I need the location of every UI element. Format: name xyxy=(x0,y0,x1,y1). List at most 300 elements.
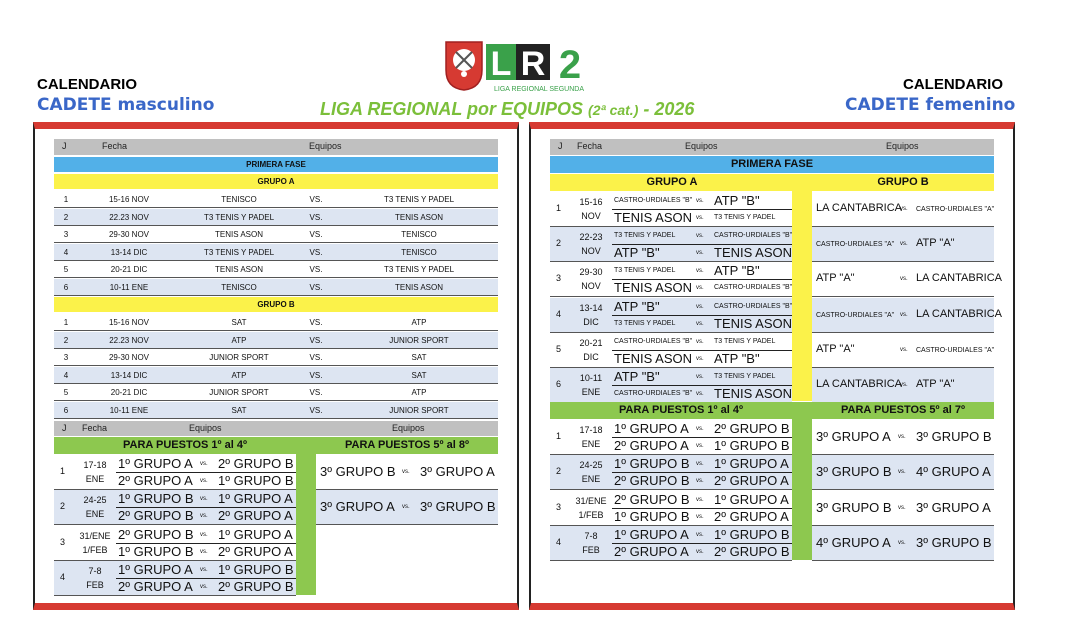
fem-match2-away: CASTRO-URDIALES "B" xyxy=(714,284,793,292)
final-match1-away: 1º GRUPO A xyxy=(714,456,789,472)
final-match2-home: 2º GRUPO A xyxy=(118,473,193,488)
final-match-row xyxy=(54,455,296,490)
masc-final-col-equipos-1: Equipos xyxy=(189,423,222,433)
fem-match-row xyxy=(550,227,792,262)
fem-date-start: 29-30 xyxy=(579,267,603,278)
match-date: 13-14 DIC xyxy=(110,247,148,257)
fem-b-vs: vs. xyxy=(900,311,908,318)
placement-away: 3º GRUPO B xyxy=(916,534,992,550)
match-row xyxy=(54,279,498,296)
final-match1-vs: vs. xyxy=(696,531,704,538)
masc-puestos-5-8: PARA PUESTOS 5º al 8º xyxy=(316,437,498,454)
match-home-team: TENISCO xyxy=(221,283,257,292)
masc-final-column-header xyxy=(54,421,498,436)
placement-vs: vs. xyxy=(898,469,906,476)
fem-jornada: 3 xyxy=(556,273,562,284)
final-match2-vs: vs. xyxy=(200,513,208,520)
masc-final-col-j: J xyxy=(62,423,67,433)
match-vs-label: VS. xyxy=(309,230,323,240)
final-date-start: 17-18 xyxy=(579,425,603,435)
final-match1-vs: vs. xyxy=(696,426,704,432)
match-home-team: ATP xyxy=(231,335,247,345)
title-category: (2ª cat.) xyxy=(588,102,639,118)
match-date: 29-30 NOV xyxy=(108,230,150,240)
match-row xyxy=(54,367,498,384)
masc-final-col-fecha: Fecha xyxy=(82,423,108,433)
final-date-end: ENE xyxy=(581,474,601,485)
fem-b-away: CASTRO-URDIALES "A" xyxy=(916,346,995,354)
fem-match1-away: T3 TENIS Y PADEL xyxy=(714,337,776,345)
match-vs-label: VS. xyxy=(309,318,323,327)
page-title xyxy=(320,99,694,120)
final-match2-vs: vs. xyxy=(696,443,704,449)
final-match2-vs: vs. xyxy=(696,478,704,485)
final-match2-away: 2º GRUPO A xyxy=(218,543,293,559)
final-date-start: 7-8 xyxy=(584,530,598,541)
fem-match2-away: ATP "B" xyxy=(714,350,760,366)
match-vs-label: VS. xyxy=(309,353,323,363)
final-match2-away: 1º GRUPO B xyxy=(218,473,294,488)
fem-grupo-b-row xyxy=(812,333,994,368)
match-jornada: 2 xyxy=(63,335,69,345)
masc-final-col-equipos-2: Equipos xyxy=(392,423,425,433)
fem-match1-away: CASTRO-URDIALES "B" xyxy=(714,302,793,310)
final-match1-home: 1º GRUPO A xyxy=(118,561,193,577)
match-away-team: SAT xyxy=(411,353,427,363)
match-home-team: JUNIOR SPORT xyxy=(209,353,269,363)
match-away-team: JUNIOR SPORT xyxy=(389,335,449,345)
final-match2-home: 2º GRUPO A xyxy=(614,543,689,559)
final-match1-vs: vs. xyxy=(200,461,208,467)
masc-col-j: J xyxy=(62,141,67,151)
match-away-team: T3 TENIS Y PADEL xyxy=(383,265,455,275)
fem-match2-vs: vs. xyxy=(696,391,704,397)
fem-b-home: LA CANTABRICA xyxy=(816,378,902,390)
fem-match2-away: T3 TENIS Y PADEL xyxy=(714,214,776,221)
match-home-team: TENIS ASON xyxy=(214,230,263,240)
placement-vs: vs. xyxy=(898,504,906,511)
placement-away: 4º GRUPO A xyxy=(916,464,991,480)
match-vs-label: VS. xyxy=(309,388,323,398)
match-away-team: T3 TENIS Y PADEL xyxy=(383,195,455,204)
fem-column-header xyxy=(550,139,994,155)
fem-col-fecha: Fecha xyxy=(577,141,603,151)
fem-primera-fase: PRIMERA FASE xyxy=(550,156,994,173)
fem-b-away: CASTRO-URDIALES "A" xyxy=(916,206,995,213)
match-away-team: TENISCO xyxy=(401,247,437,257)
fem-grupo-b-row xyxy=(812,298,1002,333)
fem-date-start: 13-14 xyxy=(579,302,603,313)
final-match2-home: 2º GRUPO B xyxy=(614,473,690,489)
final-date-end: 1/FEB xyxy=(82,544,108,555)
match-date: 10-11 ENE xyxy=(109,283,149,292)
fem-grupo-b-row xyxy=(812,368,994,403)
placement-vs: vs. xyxy=(898,539,906,546)
final-match1-away: 2º GRUPO B xyxy=(218,456,294,471)
fem-match-row xyxy=(550,298,792,333)
final-match2-vs: vs. xyxy=(200,548,208,555)
placement-home: 3º GRUPO B xyxy=(816,464,892,480)
fem-match2-home: TENIS ASON xyxy=(614,280,693,296)
fem-match2-away: TENIS ASON xyxy=(714,386,793,401)
match-row xyxy=(54,226,498,243)
fem-match2-home: CASTRO-URDIALES "B" xyxy=(614,390,693,397)
match-date: 15-16 NOV xyxy=(108,318,150,327)
final-match1-home: 1º GRUPO A xyxy=(614,421,689,436)
final-placement-row xyxy=(812,491,994,526)
match-vs-label: VS. xyxy=(309,265,323,275)
match-date: 22.23 NOV xyxy=(109,212,149,222)
placement-away: 3º GRUPO A xyxy=(420,464,495,479)
final-match2-home: 2º GRUPO A xyxy=(614,438,689,453)
fem-b-away: ATP "A" xyxy=(916,237,955,250)
fem-b-away: LA CANTABRICA xyxy=(916,307,1002,320)
match-row xyxy=(54,384,498,401)
fem-date-end: NOV xyxy=(581,211,601,221)
match-vs-label: VS. xyxy=(309,406,323,415)
final-placement-row xyxy=(316,490,498,525)
fem-jornada: 5 xyxy=(556,343,562,354)
fem-b-vs: vs. xyxy=(900,206,908,212)
final-date-start: 31/ENE xyxy=(79,530,111,541)
fem-match1-home: T3 TENIS Y PADEL xyxy=(614,232,676,240)
final-match2-vs: vs. xyxy=(200,583,208,590)
match-jornada: 2 xyxy=(63,212,69,222)
match-home-team: TENIS ASON xyxy=(214,265,263,275)
fem-match1-vs: vs. xyxy=(696,303,704,310)
final-placement-row xyxy=(316,455,498,490)
fem-match2-away: TENIS ASON xyxy=(714,245,793,261)
masc-grupo-b-header: GRUPO B xyxy=(54,297,498,312)
final-date-end: ENE xyxy=(85,509,105,520)
match-home-team: ATP xyxy=(231,370,247,380)
fem-date-end: NOV xyxy=(581,246,601,257)
match-vs-label: VS. xyxy=(309,335,323,345)
lr2-logo xyxy=(486,42,592,94)
fem-match1-home: ATP "B" xyxy=(614,298,660,314)
fem-b-home: LA CANTABRICA xyxy=(816,202,902,214)
final-jornada: 3 xyxy=(60,536,66,547)
final-match-row xyxy=(550,420,792,455)
match-date: 20-21 DIC xyxy=(110,265,148,275)
match-jornada: 3 xyxy=(63,230,69,240)
fem-match1-home: T3 TENIS Y PADEL xyxy=(614,267,676,275)
placement-vs: vs. xyxy=(402,469,410,475)
final-match1-away: 2º GRUPO B xyxy=(714,421,790,436)
final-match1-away: 1º GRUPO A xyxy=(218,526,293,542)
placement-home: 3º GRUPO B xyxy=(320,464,396,479)
fem-b-away: LA CANTABRICA xyxy=(916,272,1002,285)
final-date-start: 24-25 xyxy=(83,495,107,506)
fem-b-home: ATP "A" xyxy=(816,272,855,285)
final-date-start: 17-18 xyxy=(83,460,107,470)
final-match2-home: 2º GRUPO B xyxy=(118,508,194,524)
final-date-start: 24-25 xyxy=(579,460,603,471)
match-vs-label: VS. xyxy=(309,370,323,380)
final-match2-away: 2º GRUPO B xyxy=(218,578,294,594)
final-jornada: 3 xyxy=(556,501,562,512)
match-row xyxy=(54,209,498,226)
final-placement-row xyxy=(812,420,994,455)
fem-match-row xyxy=(550,262,792,297)
match-date: 15-16 NOV xyxy=(108,195,150,204)
match-date: 10-11 ENE xyxy=(109,406,149,415)
final-match-row xyxy=(550,491,792,526)
final-match2-vs: vs. xyxy=(696,548,704,555)
fem-match-row xyxy=(550,333,792,368)
final-match2-home: 1º GRUPO B xyxy=(118,543,194,559)
fem-grupo-b-row xyxy=(812,192,994,227)
final-match1-vs: vs. xyxy=(200,531,208,538)
fem-match2-home: TENIS ASON xyxy=(614,350,693,366)
final-date-end: ENE xyxy=(581,439,601,449)
final-match2-away: 2º GRUPO B xyxy=(714,543,790,559)
masc-col-fecha: Fecha xyxy=(102,141,128,151)
final-match1-vs: vs. xyxy=(200,566,208,573)
final-match2-away: 2º GRUPO A xyxy=(218,508,293,524)
fem-b-home: CASTRO-URDIALES "A" xyxy=(816,311,895,319)
match-jornada: 6 xyxy=(63,283,69,292)
final-match1-vs: vs. xyxy=(696,461,704,468)
fem-jornada: 6 xyxy=(556,379,562,389)
final-match2-home: 1º GRUPO B xyxy=(614,508,690,524)
fem-jornada: 4 xyxy=(556,308,562,319)
fem-date-end: NOV xyxy=(581,281,601,292)
match-home-team: TENISCO xyxy=(221,195,257,204)
fem-yellow-divider xyxy=(792,174,812,401)
final-jornada: 2 xyxy=(60,501,66,512)
fem-match1-away: CASTRO-URDIALES "B" xyxy=(714,232,793,240)
fem-date-end: DIC xyxy=(583,316,599,327)
final-match2-vs: vs. xyxy=(696,513,704,520)
match-jornada: 1 xyxy=(63,195,69,204)
final-match1-away: 1º GRUPO A xyxy=(714,491,789,507)
final-match-row xyxy=(550,455,792,490)
fem-b-home: CASTRO-URDIALES "A" xyxy=(816,241,895,249)
club-crest-logo xyxy=(444,40,484,92)
match-jornada: 4 xyxy=(63,247,69,257)
logo-letter-l: L xyxy=(490,45,512,83)
fem-match-row xyxy=(550,368,792,403)
placement-vs: vs. xyxy=(898,434,906,440)
match-home-team: JUNIOR SPORT xyxy=(209,388,269,398)
final-jornada: 4 xyxy=(60,571,66,582)
match-date: 22.23 NOV xyxy=(109,335,149,345)
masc-puestos-1-4: PARA PUESTOS 1º al 4º xyxy=(54,437,316,454)
final-date-end: FEB xyxy=(582,544,600,555)
fem-b-away: ATP "A" xyxy=(916,378,955,390)
final-match1-home: 2º GRUPO B xyxy=(614,491,690,507)
final-match1-vs: vs. xyxy=(200,496,208,503)
final-date-start: 31/ENE xyxy=(575,495,607,506)
match-jornada: 5 xyxy=(63,265,69,275)
fem-col-equipos-2: Equipos xyxy=(886,141,919,151)
final-date-end: FEB xyxy=(86,579,104,590)
match-home-team: T3 TENIS Y PADEL xyxy=(203,247,275,257)
fem-match1-vs: vs. xyxy=(696,198,704,204)
match-away-team: ATP xyxy=(411,318,427,327)
masc-column-header xyxy=(54,139,498,155)
match-jornada: 1 xyxy=(63,318,69,327)
fem-jornada: 1 xyxy=(556,203,562,213)
fem-match2-vs: vs. xyxy=(696,285,704,292)
masc-primera-fase: PRIMERA FASE xyxy=(54,157,498,172)
placement-vs: vs. xyxy=(402,504,410,511)
left-category-label: CADETE masculino xyxy=(37,95,215,115)
masc-green-divider xyxy=(296,454,316,595)
match-row xyxy=(54,244,498,261)
match-away-team: TENISCO xyxy=(401,230,437,240)
fem-match2-away: TENIS ASON xyxy=(714,315,793,331)
final-placement-row xyxy=(812,526,994,561)
final-jornada: 1 xyxy=(60,466,66,476)
fem-b-vs: vs. xyxy=(900,346,908,353)
final-match1-home: 1º GRUPO A xyxy=(614,526,689,542)
match-away-team: TENIS ASON xyxy=(394,283,443,292)
match-jornada: 6 xyxy=(63,406,69,415)
final-jornada: 4 xyxy=(556,536,562,547)
match-vs-label: VS. xyxy=(309,195,323,204)
match-home-team: T3 TENIS Y PADEL xyxy=(203,212,275,222)
final-match-row xyxy=(54,526,296,561)
final-match1-away: 1º GRUPO A xyxy=(218,491,293,507)
fem-puestos-1-4: PARA PUESTOS 1º al 4º xyxy=(550,402,812,419)
placement-home: 4º GRUPO A xyxy=(816,534,891,550)
title-year: - 2026 xyxy=(643,99,695,119)
final-placement-row xyxy=(812,455,994,490)
fem-match2-vs: vs. xyxy=(696,215,704,221)
fem-match2-home: T3 TENIS Y PADEL xyxy=(614,319,676,327)
final-match-row xyxy=(550,526,792,561)
fem-match2-vs: vs. xyxy=(696,250,704,257)
logo-letter-r: R xyxy=(520,45,546,83)
placement-home: 3º GRUPO A xyxy=(320,499,395,515)
fem-grupo-b-row xyxy=(812,262,1002,297)
match-away-team: SAT xyxy=(411,370,427,380)
match-row xyxy=(54,332,498,349)
fem-match-row xyxy=(550,192,792,227)
fem-match2-vs: vs. xyxy=(696,320,704,327)
match-jornada: 4 xyxy=(63,370,69,380)
fem-date-end: ENE xyxy=(581,387,601,397)
final-jornada: 1 xyxy=(556,431,562,441)
fem-match1-vs: vs. xyxy=(696,338,704,345)
final-date-end: 1/FEB xyxy=(578,509,604,520)
title-main: LIGA REGIONAL por EQUIPOS xyxy=(320,99,584,119)
fem-date-start: 20-21 xyxy=(579,337,603,348)
final-match2-home: 2º GRUPO A xyxy=(118,578,193,594)
match-vs-label: VS. xyxy=(309,283,323,292)
final-jornada: 2 xyxy=(556,466,562,477)
match-row xyxy=(54,261,498,278)
fem-match1-vs: vs. xyxy=(696,268,704,275)
match-vs-label: VS. xyxy=(309,212,323,222)
final-match-row xyxy=(54,561,296,596)
fem-puestos-5-7: PARA PUESTOS 5º al 7º xyxy=(812,402,994,419)
final-date-start: 7-8 xyxy=(88,565,102,576)
fem-grupo-b-header: GRUPO B xyxy=(812,174,994,191)
logo-number-2: 2 xyxy=(558,43,582,87)
fem-b-vs: vs. xyxy=(900,276,908,283)
final-match1-home: 1º GRUPO A xyxy=(118,456,193,471)
fem-date-start: 10-11 xyxy=(579,373,603,383)
fem-match1-away: ATP "B" xyxy=(714,263,760,279)
match-row xyxy=(54,402,498,419)
fem-col-equipos-1: Equipos xyxy=(685,141,718,151)
fem-match1-home: ATP "B" xyxy=(614,369,660,384)
match-away-team: TENIS ASON xyxy=(394,212,443,222)
fem-date-start: 22-23 xyxy=(579,232,603,243)
masc-col-equipos: Equipos xyxy=(309,141,342,151)
placement-away: 3º GRUPO B xyxy=(420,499,496,515)
final-match2-away: 2º GRUPO A xyxy=(714,508,789,524)
right-category-label: CADETE femenino xyxy=(845,95,1016,115)
match-vs-label: VS. xyxy=(309,247,323,257)
fem-grupo-b-row xyxy=(812,227,994,262)
placement-away: 3º GRUPO B xyxy=(916,429,992,444)
final-match-row xyxy=(54,490,296,525)
match-jornada: 5 xyxy=(63,388,69,398)
match-home-team: SAT xyxy=(231,406,247,415)
match-row xyxy=(54,314,498,331)
final-match1-home: 2º GRUPO B xyxy=(118,526,194,542)
final-match2-away: 2º GRUPO A xyxy=(714,473,789,489)
fem-green-divider xyxy=(792,419,812,560)
fem-match1-away: ATP "B" xyxy=(714,193,760,208)
fem-b-home: ATP "A" xyxy=(816,342,855,355)
final-date-end: ENE xyxy=(85,474,105,484)
match-row xyxy=(54,349,498,366)
fem-match1-vs: vs. xyxy=(696,374,704,380)
right-calendar-label: CALENDARIO xyxy=(903,76,1003,93)
placement-home: 3º GRUPO B xyxy=(816,499,892,515)
fem-match1-vs: vs. xyxy=(696,233,704,240)
fem-grupo-a-header: GRUPO A xyxy=(550,174,794,191)
match-date: 20-21 DIC xyxy=(110,388,148,398)
fem-date-start: 15-16 xyxy=(579,197,603,207)
masc-grupo-a-header: GRUPO A xyxy=(54,174,498,189)
match-date: 29-30 NOV xyxy=(108,353,150,363)
placement-home: 3º GRUPO A xyxy=(816,429,891,444)
placement-away: 3º GRUPO A xyxy=(916,499,991,515)
match-away-team: ATP xyxy=(411,388,427,398)
final-match1-away: 1º GRUPO B xyxy=(714,526,790,542)
fem-b-vs: vs. xyxy=(900,241,908,248)
fem-match1-home: CASTRO-URDIALES "B" xyxy=(614,337,693,345)
fem-b-vs: vs. xyxy=(900,382,908,388)
final-match1-home: 1º GRUPO B xyxy=(614,456,690,472)
fem-match2-vs: vs. xyxy=(696,355,704,362)
left-calendar-label: CALENDARIO xyxy=(37,76,137,93)
fem-jornada: 2 xyxy=(556,238,562,249)
match-row xyxy=(54,191,498,208)
fem-match1-home: CASTRO-URDIALES "B" xyxy=(614,197,693,204)
fem-col-j: J xyxy=(558,141,563,151)
fem-match2-home: TENIS ASON xyxy=(614,210,693,225)
final-match1-away: 1º GRUPO B xyxy=(218,561,294,577)
match-home-team: SAT xyxy=(231,318,247,327)
match-jornada: 3 xyxy=(63,353,69,363)
final-match1-home: 1º GRUPO B xyxy=(118,491,194,507)
fem-match1-away: T3 TENIS Y PADEL xyxy=(714,373,776,380)
match-away-team: JUNIOR SPORT xyxy=(389,406,449,415)
final-match2-away: 1º GRUPO B xyxy=(714,438,790,453)
match-date: 13-14 DIC xyxy=(110,370,148,380)
logo-subtitle: LIGA REGIONAL SEGUNDA xyxy=(494,86,584,93)
final-match1-vs: vs. xyxy=(696,496,704,503)
fem-date-end: DIC xyxy=(583,351,599,362)
final-match2-vs: vs. xyxy=(200,478,208,484)
